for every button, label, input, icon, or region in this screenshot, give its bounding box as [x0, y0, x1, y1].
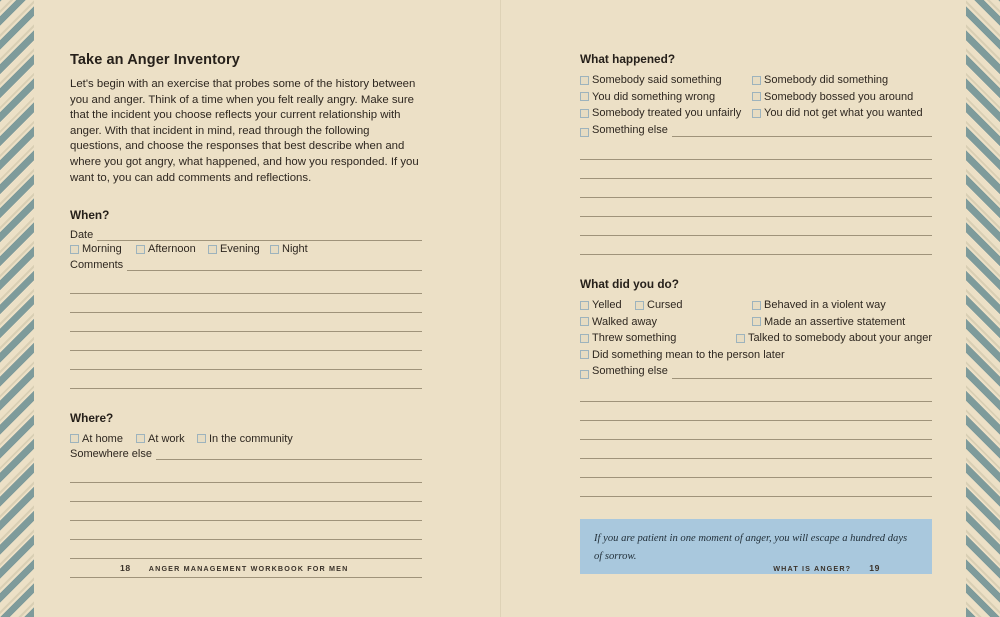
somewhere-else-field[interactable]	[70, 448, 422, 460]
footer-right	[773, 563, 880, 573]
checkbox-icon[interactable]	[635, 301, 644, 310]
writing-line[interactable]	[70, 483, 422, 502]
checkbox-option-threw-something[interactable]	[580, 331, 736, 346]
page-title: Take an Anger Inventory	[70, 52, 240, 68]
somewhere-else-label: Somewhere else	[70, 448, 152, 461]
page-right-content	[580, 52, 932, 574]
checkbox-option-walked-away[interactable]	[580, 315, 752, 330]
what-did-you-do-row	[580, 315, 932, 330]
checkbox-option-evening[interactable]	[208, 242, 270, 257]
checkbox-label: Made an assertive statement	[764, 315, 906, 328]
section-heading-what-did-you-do: What did you do?	[580, 277, 679, 291]
comments-input-rule[interactable]	[127, 260, 422, 271]
checkbox-icon[interactable]	[752, 76, 761, 85]
page-number: 18	[120, 563, 131, 573]
writing-line[interactable]	[70, 370, 422, 389]
checkbox-icon[interactable]	[580, 301, 589, 310]
running-head: ANGER MANAGEMENT WORKBOOK FOR MEN	[148, 563, 349, 573]
checkbox-label: At home	[82, 432, 123, 445]
checkbox-option-afternoon[interactable]	[136, 242, 208, 257]
writing-line[interactable]	[70, 351, 422, 370]
checkbox-label: Threw something	[592, 332, 677, 344]
checkbox-label: In the community	[209, 432, 293, 445]
checkbox-option-cursed[interactable]	[635, 298, 752, 313]
checkbox-icon[interactable]	[580, 92, 589, 101]
checkbox-label: Somebody did something	[764, 74, 889, 86]
checkbox-icon[interactable]	[136, 434, 145, 443]
running-head: WHAT IS ANGER?	[773, 563, 852, 573]
checkbox-icon[interactable]	[580, 370, 589, 379]
checkbox-option-talked-to-somebody-about-your-anger[interactable]	[736, 331, 932, 346]
date-field[interactable]	[70, 229, 422, 241]
checkbox-label: Night	[282, 243, 308, 256]
checkbox-icon[interactable]	[580, 317, 589, 326]
checkbox-icon[interactable]	[270, 245, 279, 254]
somewhere-else-input-rule[interactable]	[156, 449, 422, 460]
checkbox-icon[interactable]	[736, 334, 745, 343]
checkbox-icon[interactable]	[752, 92, 761, 101]
checkbox-option-at-work[interactable]	[136, 432, 197, 447]
checkbox-label: At work	[148, 432, 185, 445]
quote-text: If you are patient in one moment of anger, you will escape a hundred days of sorrow.	[594, 532, 908, 562]
checkbox-icon[interactable]	[580, 109, 589, 118]
checkbox-icon[interactable]	[208, 245, 217, 254]
something-else-input-rule[interactable]	[672, 366, 932, 379]
footer-left	[120, 563, 348, 573]
page-right	[500, 0, 950, 617]
what-did-you-do-writing-lines[interactable]	[580, 383, 932, 497]
writing-line[interactable]	[580, 459, 932, 478]
checkbox-icon[interactable]	[70, 245, 79, 254]
checkbox-label: Behaved in a violent way	[764, 299, 886, 311]
checkbox-icon[interactable]	[197, 434, 206, 443]
checkbox-option-behaved-in-a-violent-way[interactable]	[752, 298, 886, 313]
section-when	[70, 208, 422, 389]
writing-line[interactable]	[580, 141, 932, 160]
writing-line[interactable]	[70, 540, 422, 559]
checkbox-label: Something else	[592, 123, 668, 136]
checkbox-label: Evening	[220, 243, 260, 256]
checkbox-label: You did not get what you wanted	[764, 107, 923, 119]
checkbox-label: Walked away	[592, 315, 658, 328]
section-heading-what-happened: What happened?	[580, 52, 676, 66]
writing-line[interactable]	[70, 464, 422, 483]
checkbox-label: Talked to somebody about your anger	[747, 332, 932, 344]
checkbox-icon[interactable]	[70, 434, 79, 443]
checkbox-icon[interactable]	[752, 317, 761, 326]
checkbox-icon[interactable]	[580, 334, 589, 343]
section-where	[70, 411, 422, 579]
checkbox-icon[interactable]	[752, 301, 761, 310]
page-left	[50, 0, 500, 617]
decorative-stripe-fade-right	[950, 0, 966, 617]
when-writing-lines[interactable]	[70, 275, 422, 389]
section-what-did-you-do	[580, 277, 932, 497]
comments-label: Comments	[70, 258, 124, 271]
intro-paragraph: Let's begin with an exercise that probes some of the history between you and anger. Think of a time when you felt really angry. Make sure that the incident you choose reflects your current relationship with anger. With that incident in mind, read through the following questions, and choose the responses that best describe when and where you got angry, what happened, and how you responded. If you want to, you can add comments and reflections.	[70, 78, 419, 184]
when-options	[70, 242, 422, 257]
checkbox-label: Somebody said something	[592, 74, 722, 86]
what-happened-writing-lines[interactable]	[580, 141, 932, 255]
checkbox-label: You did something wrong	[592, 90, 716, 103]
checkbox-icon[interactable]	[136, 245, 145, 254]
where-writing-lines[interactable]	[70, 464, 422, 578]
writing-line[interactable]	[580, 198, 932, 217]
writing-line[interactable]	[580, 383, 932, 402]
checkbox-option-you-did-something-wrong[interactable]	[580, 90, 752, 105]
checkbox-option-somebody-said-something[interactable]	[580, 73, 752, 88]
what-happened-row	[580, 73, 932, 88]
where-options	[70, 432, 422, 447]
writing-line[interactable]	[580, 217, 932, 236]
section-heading-when: When?	[70, 208, 110, 223]
writing-line[interactable]	[580, 402, 932, 421]
what-happened-row	[580, 90, 932, 105]
what-did-you-do-row	[580, 331, 932, 346]
comments-field[interactable]	[70, 259, 422, 271]
what-did-you-do-row	[580, 348, 932, 363]
decorative-stripe-fade-left	[34, 0, 50, 617]
something-else-input-rule[interactable]	[672, 124, 932, 137]
checkbox-icon[interactable]	[752, 109, 761, 118]
what-happened-row	[580, 106, 932, 121]
checkbox-option-morning[interactable]	[70, 242, 136, 257]
what-did-you-do-row	[580, 298, 932, 313]
checkbox-label: Cursed	[647, 299, 683, 311]
page-left-content	[70, 52, 422, 578]
checkbox-label: Did something mean to the person later	[592, 348, 785, 361]
writing-line[interactable]	[580, 478, 932, 497]
checkbox-label: Morning	[82, 243, 122, 256]
checkbox-icon[interactable]	[580, 76, 589, 85]
checkbox-icon[interactable]	[580, 350, 589, 359]
writing-line[interactable]	[70, 313, 422, 332]
writing-line[interactable]	[580, 440, 932, 459]
checkbox-option-at-home[interactable]	[70, 432, 136, 447]
checkbox-option-somebody-did-something[interactable]	[752, 73, 888, 88]
page-number: 19	[869, 563, 880, 573]
checkbox-option-did-something-mean-to-the-person-later[interactable]	[580, 348, 785, 363]
writing-line[interactable]	[70, 294, 422, 313]
section-what-happened	[580, 52, 932, 255]
decorative-stripes-right	[966, 0, 1000, 617]
writing-line[interactable]	[70, 521, 422, 540]
checkbox-label: Somebody bossed you around	[764, 90, 914, 103]
section-heading-where: Where?	[70, 410, 114, 425]
checkbox-option-in-the-community[interactable]	[197, 432, 293, 447]
writing-line[interactable]	[70, 502, 422, 521]
checkbox-option-somebody-treated-you-unfairly[interactable]	[580, 106, 752, 121]
what-did-you-do-something-else-field[interactable]	[580, 364, 932, 379]
checkbox-label: Afternoon	[148, 243, 196, 256]
checkbox-option-made-an-assertive-statement[interactable]	[752, 315, 905, 330]
checkbox-icon[interactable]	[580, 128, 589, 137]
writing-line[interactable]	[70, 332, 422, 351]
writing-line[interactable]	[70, 275, 422, 294]
writing-line[interactable]	[580, 421, 932, 440]
checkbox-option-yelled[interactable]	[580, 298, 635, 313]
checkbox-option-night[interactable]	[270, 242, 308, 257]
checkbox-option-you-did-not-get-what-you-wanted[interactable]	[752, 106, 923, 121]
writing-line[interactable]	[580, 160, 932, 179]
date-label: Date	[70, 229, 94, 242]
date-input-rule[interactable]	[97, 230, 422, 241]
writing-line[interactable]	[580, 236, 932, 255]
checkbox-label: Yelled	[592, 299, 622, 311]
writing-line[interactable]	[580, 179, 932, 198]
what-happened-something-else-field[interactable]	[580, 123, 932, 138]
checkbox-label: Something else	[592, 365, 668, 377]
checkbox-option-somebody-bossed-you-around[interactable]	[752, 90, 913, 105]
decorative-stripes-left	[0, 0, 34, 617]
checkbox-label: Somebody treated you unfairly	[592, 107, 742, 119]
